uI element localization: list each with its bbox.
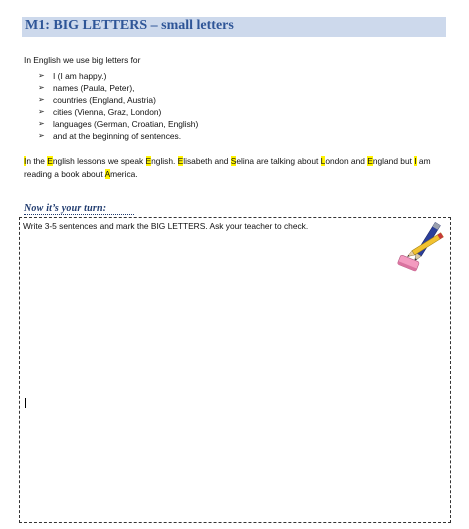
highlighted-letter: E <box>47 156 53 166</box>
your-turn-heading: Now it’s your turn: <box>24 203 107 214</box>
highlighted-letter: I <box>414 156 417 166</box>
highlighted-letter: E <box>177 156 184 166</box>
example-paragraph: In the English lessons we speak English. Elisabeth and Selina are talking about London and England but I am reading a book about America. <box>24 156 431 179</box>
list-item: ➢ languages (German, Croatian, English) <box>38 119 199 129</box>
highlighted-letter: S <box>230 156 237 166</box>
list-item: ➢ countries (England, Austria) <box>38 95 156 105</box>
highlighted-letter: E <box>367 156 373 166</box>
text-cursor <box>25 398 26 408</box>
arrow-bullet-icon: ➢ <box>38 131 45 140</box>
page-title: M1: BIG LETTERS – small letters <box>25 18 234 33</box>
highlighted-letter: E <box>145 156 152 166</box>
list-item: ➢ I (I am happy.) <box>38 71 107 81</box>
highlighted-letter: A <box>104 169 111 179</box>
highlighted-letter: I <box>24 156 27 166</box>
arrow-bullet-icon: ➢ <box>38 107 45 116</box>
intro-text: In English we use big letters for <box>24 55 141 65</box>
arrow-bullet-icon: ➢ <box>38 71 45 80</box>
pencil-eraser-icon <box>390 218 446 278</box>
list-item: ➢ cities (Vienna, Graz, London) <box>38 107 162 117</box>
highlighted-letter: L <box>320 156 326 166</box>
list-item: ➢ names (Paula, Peter), <box>38 83 135 93</box>
arrow-bullet-icon: ➢ <box>38 95 45 104</box>
task-instruction: Write 3-5 sentences and mark the BIG LETTERS. Ask your teacher to check. <box>23 221 309 231</box>
writing-box[interactable] <box>19 217 451 523</box>
list-item: ➢ and at the beginning of sentences. <box>38 131 182 141</box>
rules-list <box>38 70 198 142</box>
arrow-bullet-icon: ➢ <box>38 119 45 128</box>
arrow-bullet-icon: ➢ <box>38 83 45 92</box>
title-bar <box>22 17 446 37</box>
heading-underline <box>24 214 134 215</box>
